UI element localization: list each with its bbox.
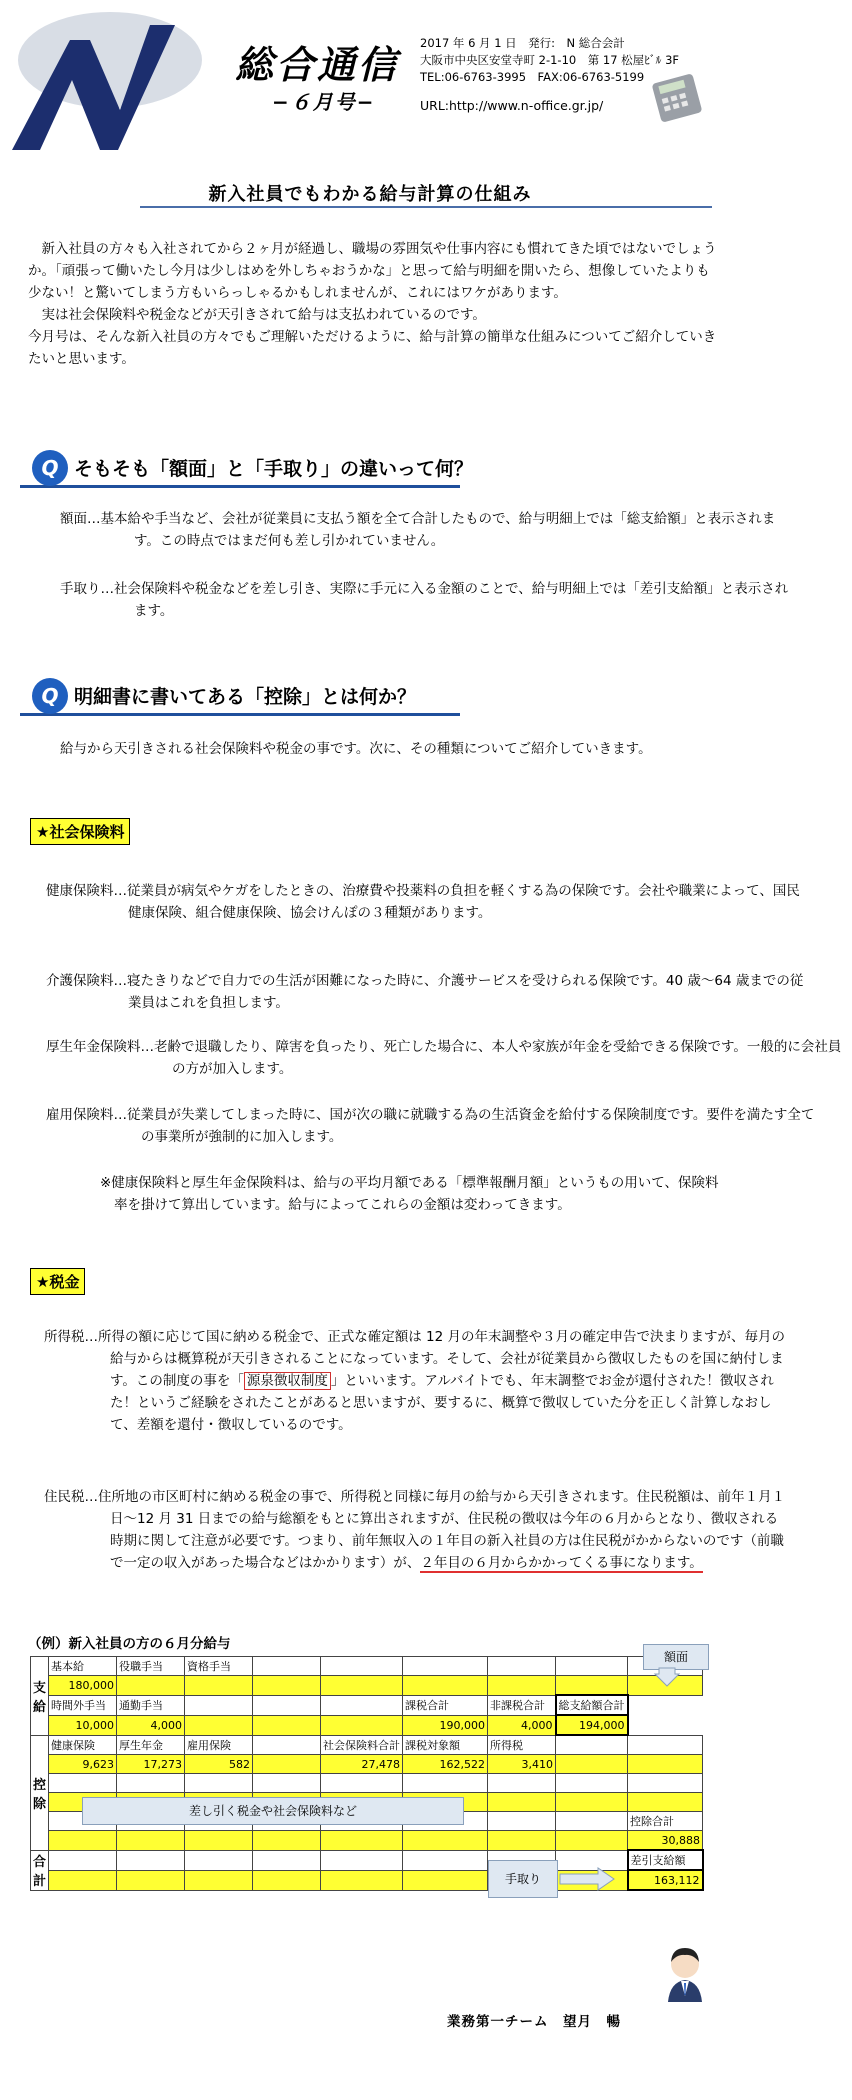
withholding-term: 源泉徴収制度 bbox=[244, 1372, 331, 1390]
resident-tax-text: 住民税…住所地の市区町村に納める税金の事で、所得税と同様に毎月の給与から天引きされます。住民税額は、前年１月１日〜12 月 31 日までの給与総額をもとに算出されますが、住民税の徴収は今年の６月からとなり、徴収される時期に関して注意が必要です。つまり、前年無収入の１年目の新入社員の方は住民税がかからないのです（前職で一定の収入があった場合などはかかります）が、 bbox=[44, 1489, 786, 1571]
section-badge-tax bbox=[30, 1268, 85, 1295]
header-cell: 厚生年金 bbox=[117, 1735, 185, 1755]
header-cell: 雇用保険 bbox=[185, 1735, 253, 1755]
question-title: そもそも「額面」と「手取り」の違いって何？ bbox=[74, 458, 474, 480]
header-cell: 課税合計 bbox=[403, 1695, 488, 1715]
gross-total-value: 194,000 bbox=[556, 1715, 628, 1735]
header-cell: 差引支給額 bbox=[628, 1850, 703, 1870]
header-cell: 所得税 bbox=[488, 1735, 556, 1755]
calculator-icon bbox=[650, 70, 705, 125]
table-row bbox=[31, 1755, 703, 1774]
value-cell: 17,273 bbox=[117, 1755, 185, 1774]
value-cell: 27,478 bbox=[321, 1755, 403, 1774]
value-cell: 162,522 bbox=[403, 1755, 488, 1774]
website-url[interactable]: URL:http://www.n-office.gr.jp/ bbox=[420, 98, 604, 113]
callout-deductions: 差し引く税金や社会保険料など bbox=[82, 1797, 464, 1825]
callout-net: 手取り bbox=[488, 1860, 558, 1898]
newsletter-title: 総合通信 bbox=[235, 43, 400, 87]
item-pension-insurance: 厚生年金保険料…老齢で退職したり、障害を負ったり、死亡した場合に、本人や家族が年金を受給できる保険です。一般的に会社員の方が加入します。 bbox=[46, 1039, 842, 1077]
item-resident-tax bbox=[44, 1486, 790, 1574]
q-icon: Q bbox=[32, 678, 68, 714]
author-signature: 業務第一チーム 望月 暢 bbox=[447, 2014, 621, 2030]
header-cell: 健康保険 bbox=[49, 1735, 117, 1755]
definition-net: 手取り…社会保険料や税金などを差し引き、実際に手元に入る金額のことで、給与明細上では「差引支給額」と表示されます。 bbox=[60, 581, 789, 619]
item-care-insurance: 介護保険料…寝たきりなどで自力での生活が困難になった時に、介護サービスを受けられる保険です。40 歳〜64 歳までの従業員はこれを負担します。 bbox=[46, 973, 804, 1011]
item-income-tax bbox=[44, 1326, 790, 1436]
headline-underline bbox=[140, 206, 712, 208]
value-cell: 582 bbox=[185, 1755, 253, 1774]
section-label-total: 合 計 bbox=[31, 1850, 49, 1890]
header-cell: 非課税合計 bbox=[488, 1695, 556, 1715]
header-cell: 時間外手当 bbox=[49, 1695, 117, 1715]
down-arrow-icon bbox=[655, 1668, 679, 1686]
section-label-pay: 支 給 bbox=[31, 1657, 49, 1736]
table-row bbox=[31, 1831, 703, 1851]
header-cell: 役職手当 bbox=[117, 1657, 185, 1676]
q-icon: Q bbox=[32, 450, 68, 486]
header-cell: 控除合計 bbox=[628, 1812, 703, 1831]
net-pay-value: 163,112 bbox=[628, 1870, 703, 1890]
deduction-total-value: 30,888 bbox=[628, 1831, 703, 1851]
question-underline bbox=[20, 713, 460, 716]
value-cell: 10,000 bbox=[49, 1715, 117, 1735]
table-row bbox=[31, 1735, 703, 1755]
phone-fax-line: TEL:06-6763-3995 FAX:06-6763-5199 bbox=[420, 70, 645, 84]
header-cell: 社会保険料合計 bbox=[321, 1735, 403, 1755]
income-tax-text-cont: 」といいます。アルバイトでも、年末調整でお金が還付された！徴収された！というご経験をされたことがあると思いますが、要するに、概算で徴収していた分を正しく計算しなおして、差額を還付・徴収しているのです。 bbox=[110, 1373, 774, 1433]
table-row bbox=[31, 1657, 703, 1676]
publisher-info bbox=[420, 35, 679, 86]
header-cell: 課税対象額 bbox=[403, 1735, 488, 1755]
item-employment-insurance: 雇用保険料…従業員が失業してしまった時に、国が次の職に就職する為の生活資金を給付する保険制度です。要件を満たす全ての事業所が強制的に加入します。 bbox=[46, 1107, 815, 1145]
income-tax-text: 所得税…所得の額に応じて国に納める税金で、正式な確定額は 12 月の年末調整や３月の確定申告で決まりますが、毎月の給与からは概算税が天引きされることになっています。そして、会社が従業員から徴収したものを国に納付します。この制度の事を「 bbox=[44, 1329, 785, 1389]
header-cell: 資格手当 bbox=[185, 1657, 253, 1676]
question-heading-2 bbox=[0, 678, 740, 718]
right-arrow-icon bbox=[560, 1868, 614, 1890]
value-cell: 190,000 bbox=[403, 1715, 488, 1735]
table-row bbox=[31, 1850, 703, 1870]
header-cell: 総支給額合計 bbox=[556, 1695, 628, 1715]
value-cell: 180,000 bbox=[49, 1676, 117, 1696]
header-cell: 基本給 bbox=[49, 1657, 117, 1676]
table-row bbox=[31, 1715, 703, 1735]
callout-gross: 額面 bbox=[643, 1644, 709, 1670]
badge-label: ★税金 bbox=[36, 1273, 80, 1291]
article-headline: 新入社員でもわかる給与計算の仕組み bbox=[208, 184, 532, 205]
payroll-table bbox=[30, 1656, 704, 1891]
section-badge-social-insurance: ★社会保険料 bbox=[30, 818, 130, 845]
intro-section bbox=[28, 238, 718, 370]
value-cell: 4,000 bbox=[117, 1715, 185, 1735]
question-title: 明細書に書いてある「控除」とは何か？ bbox=[74, 686, 417, 708]
definition-gross: 額面…基本給や手当など、会社が従業員に支払う額を全て合計したもので、給与明細上では「総支給額」と表示されます。この時点ではまだ何も差し引かれていません。 bbox=[60, 511, 776, 549]
value-cell: 4,000 bbox=[488, 1715, 556, 1735]
item-health-insurance: 健康保険料…従業員が病気やケガをしたときの、治療費や投薬料の負担を軽くする為の保険です。会社や職業によって、国民健康保険、組合健康保険、協会けんぽの３種類があります。 bbox=[46, 883, 800, 921]
intro-paragraph: 新入社員の方々も入社されてから２ヶ月が経過し、職場の雰囲気や仕事内容にも慣れてきた頃ではないでしょうか。「頑張って働いたし今月は少しはめを外しちゃおうかな」と思って給与明細を開いたら、想像していたよりも少ない！と驚いてしまう方もいらっしゃるかもしれませんが、これにはワケがあります。 bbox=[28, 241, 717, 301]
intro-paragraph: 実は社会保険料や税金などが天引きされて給与は支払われているのです。 bbox=[28, 307, 486, 323]
question-heading-1 bbox=[0, 450, 740, 490]
resident-tax-emphasis: ２年目の６月からかかってくる事になります。 bbox=[420, 1555, 703, 1571]
table-row bbox=[31, 1695, 703, 1715]
deduction-explanation: 給与から天引きされる社会保険料や税金の事です。次に、その種類についてご紹介していきます。 bbox=[60, 741, 652, 757]
value-cell: 9,623 bbox=[49, 1755, 117, 1774]
value-cell: 3,410 bbox=[488, 1755, 556, 1774]
intro-paragraph: 今月号は、そんな新入社員の方々でもご理解いただけるように、給与計算の簡単な仕組みについてご紹介していきたいと思います。 bbox=[28, 329, 717, 367]
table-caption: （例）新入社員の方の６月分給与 bbox=[28, 1636, 231, 1652]
issue-label: −６月号− bbox=[272, 90, 376, 114]
section-label-deduction: 控 除 bbox=[31, 1735, 49, 1850]
table-row bbox=[31, 1676, 703, 1696]
staff-avatar-icon bbox=[660, 1940, 710, 2002]
publish-date-line: 2017 年 6 月 1 日 発行: N 総合会計 bbox=[420, 36, 625, 50]
n-logo bbox=[0, 0, 205, 160]
address-line: 大阪市中央区安堂寺町 2-1-10 第 17 松屋ﾋﾞﾙ 3F bbox=[420, 53, 680, 67]
standard-remuneration-note: ※健康保険料と厚生年金保険料は、給与の平均月額である「標準報酬月額」というもの用いて、保険料率を掛けて算出しています。給与によってこれらの金額は変わってきます。 bbox=[100, 1175, 719, 1213]
question-underline bbox=[20, 485, 460, 488]
header-cell: 通勤手当 bbox=[117, 1695, 185, 1715]
